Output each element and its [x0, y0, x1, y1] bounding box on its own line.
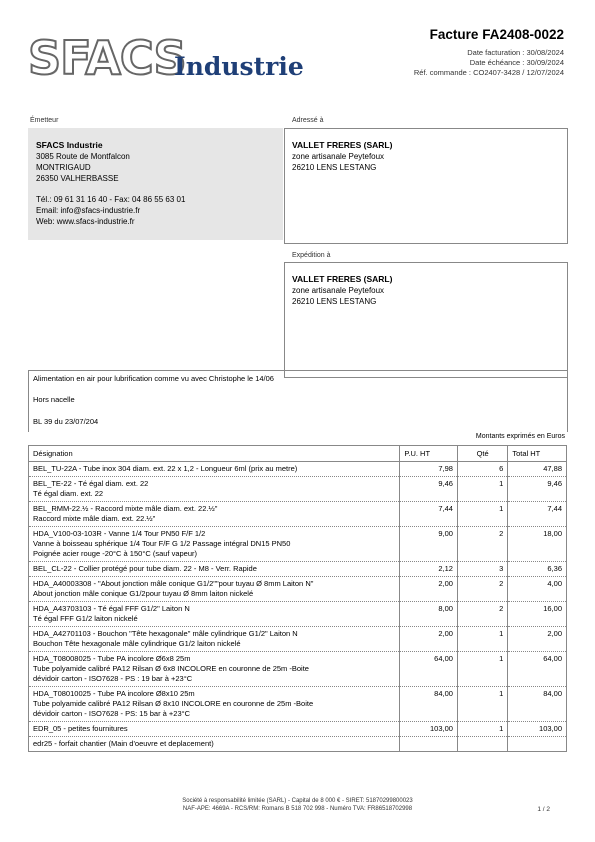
designation-line: HDA_A40003308 - "About jonction mâle conique G1/2""pour tuyau Ø 8mm Laiton N"	[33, 579, 314, 588]
table-row	[29, 737, 567, 752]
cell-designation	[29, 737, 400, 752]
cell-designation	[29, 602, 400, 627]
designation-line: Bouchon Tête hexagonale mâle cylindrique G1/2 laiton nickelé	[33, 639, 241, 648]
cell-quantity: 6	[457, 462, 507, 477]
cell-quantity: 1	[457, 477, 507, 502]
due-date: Date échéance : 30/09/2024	[469, 58, 564, 67]
cell-total: 2,00	[508, 627, 567, 652]
note-line1: Alimentation en air pour lubrification comme vu avec Christophe le 14/06	[33, 374, 274, 383]
table-row	[29, 562, 567, 577]
note-line3: BL 39 du 23/07/204	[33, 417, 99, 426]
designation-line: HDA_A42701103 - Bouchon "Tête hexagonale" mâle cylindrique G1/2" Laiton N	[33, 629, 298, 638]
footer-line1: Société à responsabilité limitée (SARL) - Capital de 8 000 € - SIRET: 51870299800023	[182, 798, 413, 804]
designation-line: BEL_TE-22 - Té égal diam. ext. 22	[33, 479, 149, 488]
items-table	[28, 445, 567, 752]
recipient-label: Adressé à	[292, 117, 324, 124]
cell-unit-price: 9,46	[400, 477, 458, 502]
cell-designation	[29, 722, 400, 737]
cell-total: 7,44	[508, 502, 567, 527]
table-row	[29, 722, 567, 737]
table-row	[29, 527, 567, 562]
cell-designation	[29, 502, 400, 527]
invoice-meta	[414, 48, 564, 78]
cell-designation	[29, 527, 400, 562]
cell-total: 64,00	[508, 652, 567, 687]
shipping-address-line1: zone artisanale Peytefoux	[292, 286, 385, 295]
designation-line: HDA_T08008025 - Tube PA incolore Ø6x8 25m	[33, 654, 191, 663]
recipient-box	[284, 128, 568, 244]
header-designation: Désignation	[29, 446, 400, 462]
header-unit-price: P.U. HT	[400, 446, 458, 462]
cell-total: 4,00	[508, 577, 567, 602]
designation-line: Té égal diam. ext. 22	[33, 489, 104, 498]
designation-line: Tube polyamide calibré PA12 Rilsan Ø 6x8 INCOLORE en couronne de 25m -Boite	[33, 664, 309, 673]
designation-line: About jonction mâle conique G1/2pour tuyau Ø 8mm laiton nickelé	[33, 589, 254, 598]
cell-total	[508, 737, 567, 752]
logo-industrie-text: Industrie	[174, 52, 304, 81]
cell-quantity: 1	[457, 687, 507, 722]
cell-total: 9,46	[508, 477, 567, 502]
shipping-address-line2: 26210 LENS LESTANG	[292, 297, 377, 306]
cell-total: 18,00	[508, 527, 567, 562]
cell-quantity: 1	[457, 627, 507, 652]
cell-total: 103,00	[508, 722, 567, 737]
cell-designation	[29, 462, 400, 477]
designation-line: HDA_A43703103 - Té égal FFF G1/2" Laiton N	[33, 604, 190, 613]
cell-unit-price: 103,00	[400, 722, 458, 737]
cell-unit-price	[400, 737, 458, 752]
cell-total: 47,88	[508, 462, 567, 477]
table-row	[29, 462, 567, 477]
footer-line2: NAF-APE: 4669A - RCS/RM: Romans B 518 702 998 - Numéro TVA: FR86518702998	[182, 806, 413, 812]
cell-unit-price: 7,98	[400, 462, 458, 477]
cell-total: 6,36	[508, 562, 567, 577]
designation-line: Tube polyamide calibré PA12 Rilsan Ø 8x10 INCOLORE en couronne de 25m -Boite	[33, 699, 314, 708]
cell-designation	[29, 627, 400, 652]
invoice-date: Date facturation : 30/08/2024	[467, 48, 564, 57]
cell-total: 16,00	[508, 602, 567, 627]
page-number: 1 / 2	[537, 806, 550, 813]
cell-quantity	[457, 737, 507, 752]
cell-designation	[29, 477, 400, 502]
cell-unit-price: 7,44	[400, 502, 458, 527]
recipient-name: VALLET FRERES (SARL)	[292, 140, 393, 150]
designation-line: Poignée acier rouge -20°C à 150°C (sauf vapeur)	[33, 549, 198, 558]
cell-unit-price: 2,12	[400, 562, 458, 577]
designation-line: dévidoir carton - ISO7628 - PS: 15 bar à +23°C	[33, 709, 191, 718]
table-row	[29, 502, 567, 527]
note-line2: Hors nacelle	[33, 395, 75, 404]
cell-designation	[29, 687, 400, 722]
order-reference: Réf. commande : CO2407-3428 / 12/07/2024	[413, 68, 564, 77]
shipping-label: Expédition à	[292, 252, 331, 259]
header-quantity: Qté	[457, 446, 507, 462]
cell-quantity: 1	[457, 502, 507, 527]
legal-footer	[0, 797, 595, 813]
table-row	[29, 627, 567, 652]
designation-line: EDR_05 - petites fournitures	[33, 724, 128, 733]
cell-quantity: 2	[457, 602, 507, 627]
cell-unit-price: 8,00	[400, 602, 458, 627]
emitter-box	[28, 128, 283, 240]
emitter-email: Email: info@sfacs-industrie.fr	[36, 206, 141, 215]
emitter-address-line2: MONTRIGAUD	[36, 163, 91, 172]
designation-line: dévidoir carton - ISO7628 - PS : 19 bar à +23°C	[33, 674, 193, 683]
invoice-title: Facture FA2408-0022	[429, 27, 564, 42]
invoice-notes	[28, 370, 568, 432]
cell-quantity: 2	[457, 577, 507, 602]
table-row	[29, 687, 567, 722]
cell-quantity: 3	[457, 562, 507, 577]
table-header-row	[29, 446, 567, 462]
cell-total: 84,00	[508, 687, 567, 722]
shipping-box	[284, 262, 568, 378]
cell-quantity: 1	[457, 722, 507, 737]
shipping-name: VALLET FRERES (SARL)	[292, 274, 393, 284]
cell-unit-price: 2,00	[400, 627, 458, 652]
header-total: Total HT	[508, 446, 567, 462]
recipient-address-line2: 26210 LENS LESTANG	[292, 163, 377, 172]
cell-unit-price: 9,00	[400, 527, 458, 562]
table-row	[29, 577, 567, 602]
emitter-address-line3: 26350 VALHERBASSE	[36, 174, 119, 183]
table-row	[29, 477, 567, 502]
designation-line: HDA_T08010025 - Tube PA incolore Ø8x10 25m	[33, 689, 195, 698]
cell-designation	[29, 562, 400, 577]
recipient-address-line1: zone artisanale Peytefoux	[292, 152, 385, 161]
table-row	[29, 602, 567, 627]
cell-designation	[29, 652, 400, 687]
designation-line: Té égal FFF G1/2 laiton nickelé	[33, 614, 138, 623]
cell-quantity: 1	[457, 652, 507, 687]
emitter-address-line1: 3085 Route de Montfalcon	[36, 152, 130, 161]
designation-line: BEL_TU-22A - Tube inox 304 diam. ext. 22 x 1,2 - Longueur 6ml (prix au metre)	[33, 464, 298, 473]
logo-sfacs-text: SFACS	[28, 31, 186, 85]
designation-line: Raccord mixte mâle diam. ext. 22.½"	[33, 514, 156, 523]
designation-line: edr25 - forfait chantier (Main d'oeuvre et deplacement)	[33, 739, 214, 748]
emitter-label: Émetteur	[30, 117, 59, 124]
cell-unit-price: 64,00	[400, 652, 458, 687]
cell-unit-price: 84,00	[400, 687, 458, 722]
cell-unit-price: 2,00	[400, 577, 458, 602]
designation-line: BEL_CL-22 - Collier protégé pour tube diam. 22 - M8 - Verr. Rapide	[33, 564, 257, 573]
designation-line: BEL_RMM-22.½ - Raccord mixte mâle diam. ext. 22.½"	[33, 504, 218, 513]
emitter-web: Web: www.sfacs-industrie.fr	[36, 217, 135, 226]
emitter-phone: Tél.: 09 61 31 16 40 - Fax: 04 86 55 63 01	[36, 195, 186, 204]
table-row	[29, 652, 567, 687]
designation-line: Vanne à boisseau sphérique 1/4 Tour F/F G 1/2 Passage intégral DN15 PN50	[33, 539, 291, 548]
designation-line: HDA_V100-03-103R - Vanne 1/4 Tour PN50 F/F 1/2	[33, 529, 206, 538]
cell-designation	[29, 577, 400, 602]
emitter-name: SFACS Industrie	[36, 140, 103, 150]
currency-note: Montants exprimés en Euros	[475, 433, 565, 440]
cell-quantity: 2	[457, 527, 507, 562]
